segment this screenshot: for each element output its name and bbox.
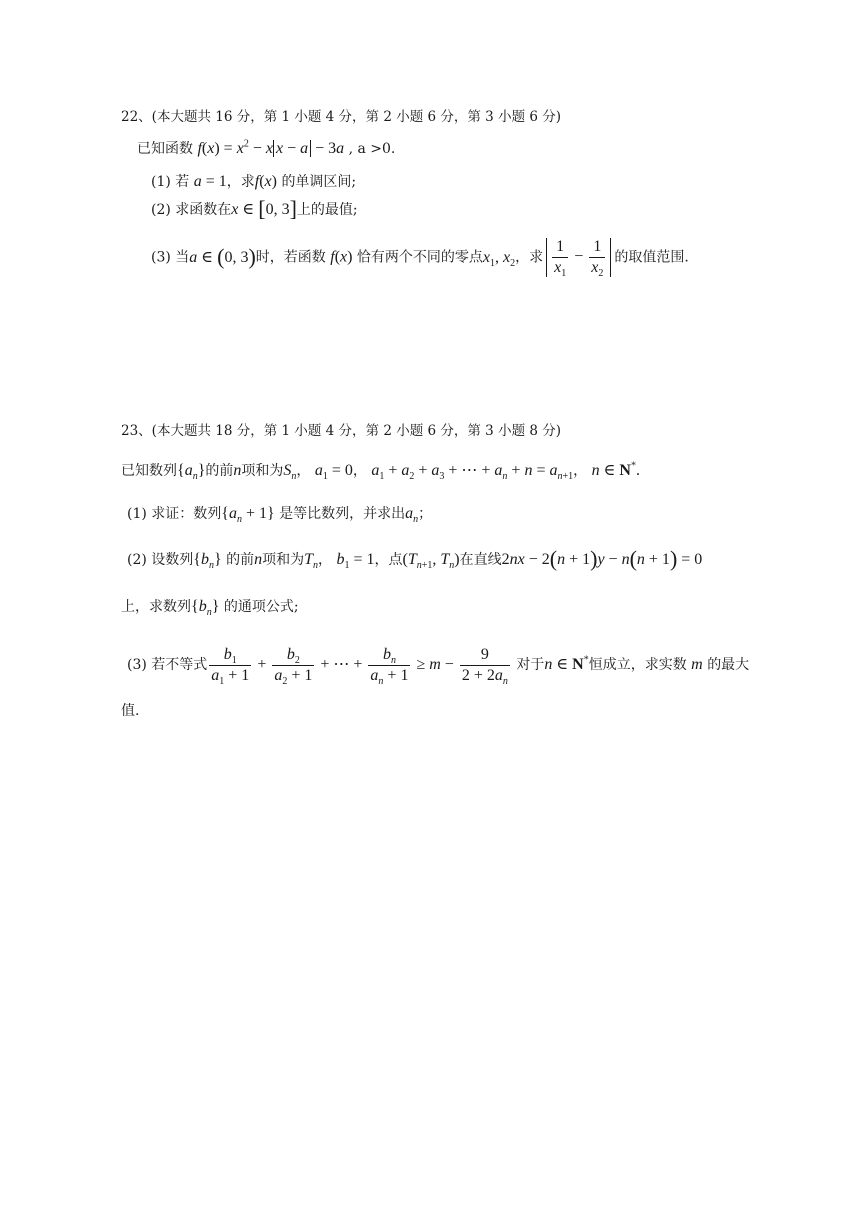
math-abs-reciprocal-diff: $\frac{1}{x_1}$ − $\frac{1}{x_2}$	[546, 238, 611, 277]
part-label: (1) 求证：数列	[127, 506, 222, 522]
part-text: 恰有两个不同的零点	[356, 249, 483, 266]
math-n-natural: n ∈ N*.	[591, 460, 640, 479]
part-text: 的通项公式;	[223, 599, 299, 615]
part-label: (1) 若	[151, 174, 190, 190]
math-line-equation: 2nx − 2(n + 1)y − n(n + 1) = 0	[501, 546, 703, 571]
part-text: 恒成立，求实数	[588, 657, 687, 674]
part-text: 时，若函数	[255, 249, 326, 266]
part-text: 的前	[226, 552, 255, 568]
problem-22-part-1	[151, 171, 356, 193]
intro-text: 已知函数	[137, 141, 193, 157]
part-text: ，求	[515, 249, 544, 266]
function-definition: $f(x) = x^2 - x$ x − a − 3a	[197, 138, 345, 157]
math-recurrence: $a_1 + a_2 + a_3$ + ⋯ + $a_n + n = a_{n+1}$	[371, 462, 574, 483]
problem-22-part-3	[151, 238, 689, 280]
math-a-in-interval: a ∈ (0, 3)	[189, 243, 256, 269]
part-text: 对于	[516, 657, 545, 674]
math-seq-a: $\{a_n\}$	[177, 462, 206, 483]
part-label: (3) 若不等式	[127, 657, 208, 674]
part-text: 的取值范围.	[614, 249, 689, 266]
math-inequality: $\frac{b_1}{a_1 + 1}$ + $\frac{b_2}{a_2 + 1}$ + ⋯ + $\frac{b_n}{a_n + 1}$ ≥ m − $\frac{9}{2 + 2a_n}$	[211, 646, 508, 688]
math-m: m	[691, 656, 703, 674]
problem-22-intro: 已知函数 $f(x) = x^2 - x$ x − a − 3a , a >0.	[137, 138, 396, 157]
math-sn: $S_n$	[283, 462, 297, 483]
intro-text: 已知数列	[121, 463, 177, 479]
math-fx: f(x)	[330, 248, 353, 266]
intro-text: 项和为	[241, 463, 284, 479]
math-b1-one: $b_1 = 1$	[336, 551, 375, 572]
math-seq-b: $\{b_n\}$	[191, 598, 220, 619]
math-a-equals-1: a = 1	[193, 173, 227, 190]
part-text: 的单调区间;	[281, 174, 357, 190]
part-text: 的最大	[707, 657, 750, 674]
part-text: 上，求数列	[121, 599, 191, 615]
part-label: (2) 设数列	[127, 552, 194, 568]
part-text: ，求	[226, 174, 255, 190]
problem-23-part-2: (2) 设数列$\{b_n\}$ 的前n项和为$T_n$， $b_1 = 1$，点($T_{n+1}$, $T_n$)在直线2nx − 2(n + 1)y − n(n + 1) = 0	[127, 546, 703, 572]
part-text: 在直线	[459, 552, 502, 568]
intro-text: 的前	[205, 463, 234, 479]
part-label: (2) 求函数在	[151, 202, 232, 218]
math-seq-a-plus-1: $\{a_n + 1\}$	[221, 505, 275, 526]
part-text: ，点	[374, 552, 403, 568]
problem-22-part-2	[151, 198, 358, 221]
math-fx: f(x)	[254, 173, 277, 190]
problem-22-header: 22、(本大题共 16 分，第 1 小题 4 分，第 2 小题 6 分，第 3 小题 6 分)	[121, 109, 562, 125]
part-label: (3) 当	[151, 249, 190, 266]
part-text: 项和为	[262, 552, 305, 568]
problem-23-header: 23、(本大题共 18 分，第 1 小题 4 分，第 2 小题 6 分，第 3 小题 8 分)	[121, 423, 562, 439]
problem-23-part-3	[127, 646, 750, 688]
part-text: 是等比数列，并求出	[279, 506, 406, 522]
math-an: $a_n$	[405, 505, 419, 526]
math-seq-b: $\{b_n\}$	[193, 551, 222, 572]
math-n-natural: n ∈ N*	[544, 654, 589, 674]
math-zeros: $x_1$, $x_2$	[482, 248, 516, 269]
problem-23-part-2-cont	[121, 596, 299, 618]
part-text: 上的最值;	[296, 202, 358, 218]
math-tn: $T_n$	[304, 551, 319, 572]
math-a1-zero: $a_1 = 0$	[314, 462, 353, 483]
problem-23-part-3-cont: 值.	[121, 703, 140, 719]
math-point: ($T_{n+1}$, $T_n$)	[402, 551, 460, 572]
problem-23-intro: 已知数列$\{a_n\}$的前n项和为$S_n$， $a_1 = 0$， $a_1 + a_2 + a_3$ + ⋯ + $a_n + n = a_{n+1}$， n ∈ N*.	[121, 460, 640, 483]
math-x-in-interval: x ∈ [0, 3]	[231, 196, 297, 221]
problem-23-part-1: (1) 求证：数列$\{a_n + 1\}$ 是等比数列，并求出$a_n$；	[127, 505, 433, 526]
intro-condition: a >0.	[357, 141, 396, 157]
